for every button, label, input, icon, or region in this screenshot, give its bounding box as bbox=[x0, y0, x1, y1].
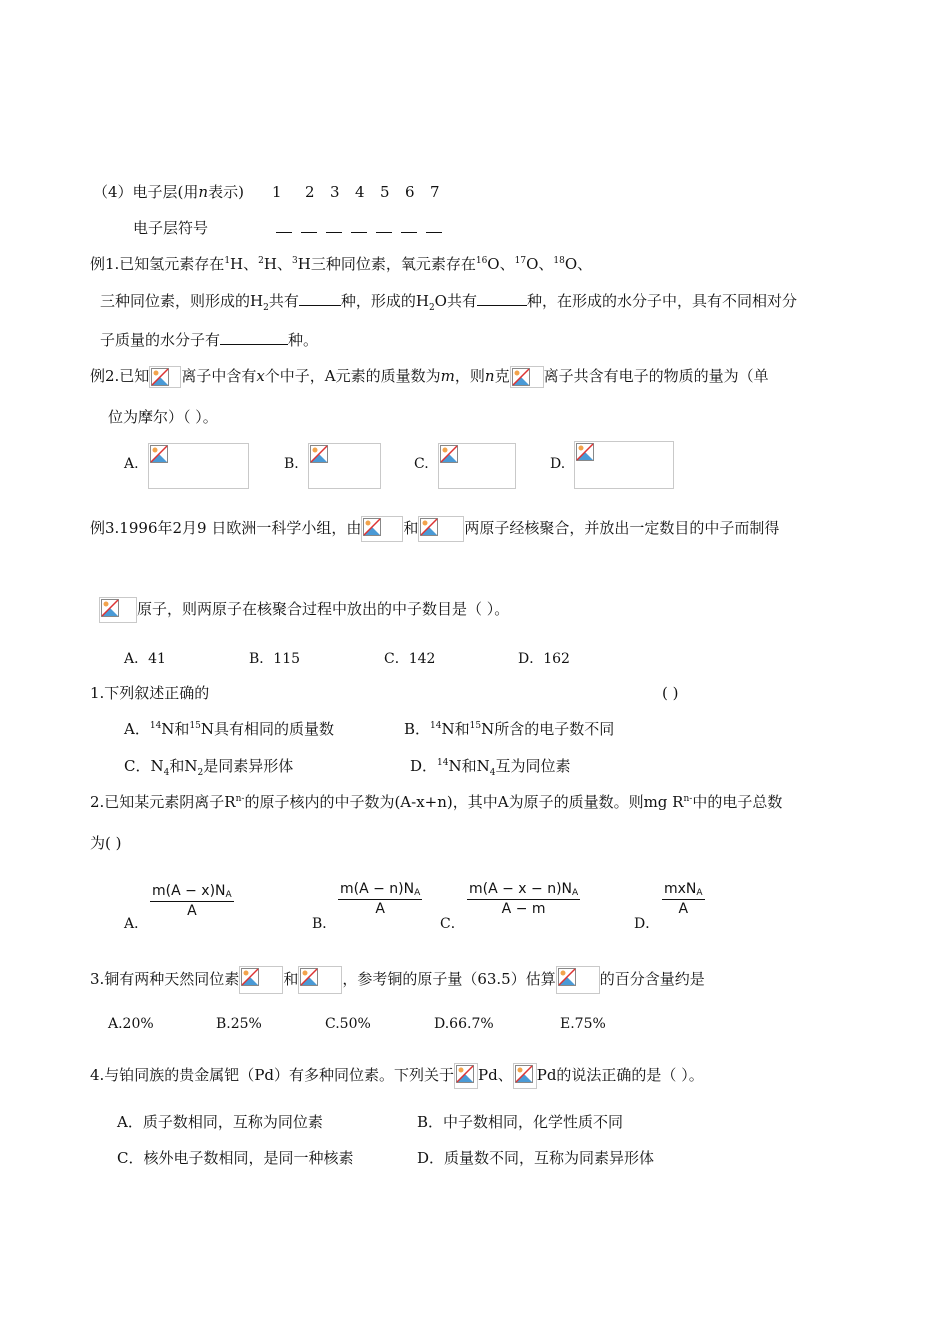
broken-image-icon bbox=[239, 966, 283, 994]
ex3-option-c[interactable]: C．142 bbox=[384, 651, 436, 667]
ex2-line1: 例2.已知 离子中含有x个中子，A元素的质量数为m，则n克 离子共含有电子的物质的量为（单 bbox=[90, 366, 769, 388]
q3-option-b[interactable]: B.25% bbox=[216, 1016, 262, 1032]
q2-option-a-fraction: $\frac{m(A - x)NA}{A}$ bbox=[152, 883, 232, 919]
q3-line: 3.铜有两种天然同位素 和 ，参考铜的原子量（63.5）估算 的百分含量约是 bbox=[90, 966, 705, 994]
q4-option-c[interactable]: C．核外电子数相同，是同一种核素 bbox=[117, 1149, 354, 1167]
answer-blank[interactable] bbox=[477, 291, 527, 306]
ex2-option-b[interactable]: B. bbox=[284, 456, 299, 472]
q2-option-d-label[interactable]: D． bbox=[634, 916, 660, 932]
ex2-option-c[interactable]: C. bbox=[414, 456, 429, 472]
q2-option-b-label[interactable]: B． bbox=[312, 916, 337, 932]
ex3-option-d[interactable]: D．162 bbox=[518, 651, 570, 667]
q2-option-c-fraction: $\frac{m(A - x - n)NA}{A - m}$ bbox=[469, 881, 579, 917]
q2-line2: 为( ) bbox=[90, 834, 122, 852]
shell-numbers: 1 2 3 4 5 6 7 bbox=[272, 183, 440, 201]
q1-option-d[interactable]: D．$^{14}$N和$N_4$互为同位素 bbox=[410, 757, 571, 778]
q3-option-d[interactable]: D.66.7% bbox=[434, 1016, 494, 1032]
broken-image-icon bbox=[308, 443, 381, 489]
q4-stem: 4.与铂同族的贵金属钯（Pd）有多种同位素。下列关于 Pd、 Pd的说法正确的是（ ）。 bbox=[90, 1063, 704, 1089]
q2-line1: 2.已知某元素阴离子$R^{n-}$的原子核内的中子数为(A-x+n)，其中A为原子的质量数。则mg $R^{n-}$中的电子总数 bbox=[90, 793, 783, 811]
q2-option-b-fraction: $\frac{m(A - n)NA}{A}$ bbox=[340, 881, 421, 917]
answer-blank[interactable] bbox=[220, 330, 288, 345]
ex3-line2: 原子，则两原子在核聚合过程中放出的中子数目是（ ）。 bbox=[99, 597, 509, 623]
broken-image-icon bbox=[361, 516, 403, 542]
broken-image-icon bbox=[149, 366, 181, 388]
broken-image-icon bbox=[513, 1063, 537, 1089]
broken-image-icon bbox=[556, 966, 600, 994]
ex3-option-a[interactable]: A．41 bbox=[124, 651, 166, 667]
ex1-line3: 子质量的水分子有 种。 bbox=[100, 331, 319, 349]
q4-option-d[interactable]: D．质量数不同，互称为同素异形体 bbox=[417, 1149, 655, 1167]
broken-image-icon bbox=[298, 966, 342, 994]
answer-blank[interactable] bbox=[299, 291, 341, 306]
broken-image-icon bbox=[148, 443, 249, 489]
q2-option-d-fraction: mxNA A bbox=[664, 881, 703, 917]
broken-image-icon bbox=[438, 443, 516, 489]
ex3-option-b[interactable]: B．115 bbox=[249, 651, 301, 667]
q1-option-a[interactable]: A．$^{14}$N和$^{15}$N具有相同的质量数 bbox=[124, 720, 335, 738]
broken-image-icon bbox=[99, 597, 137, 623]
q1-option-b[interactable]: B．$^{14}$N和$^{15}$N所含的电子数不同 bbox=[404, 720, 615, 738]
ex3-line1: 例3.1996年2月9 日欧洲一科学小组，由 和 两原子经核聚合，并放出一定数目的中子而制得 bbox=[90, 516, 779, 542]
ex2-option-a[interactable]: A. bbox=[124, 456, 139, 472]
q2-option-c-label[interactable]: C． bbox=[440, 916, 465, 932]
q1-answer-paren[interactable]: ( ) bbox=[662, 684, 679, 702]
q3-option-e[interactable]: E.75% bbox=[560, 1016, 606, 1032]
broken-image-icon bbox=[418, 516, 464, 542]
q4-option-a[interactable]: A．质子数相同，互称为同位素 bbox=[117, 1113, 323, 1131]
ex2-line2: 位为摩尔）（ ）。 bbox=[108, 408, 218, 426]
q2-option-a-label[interactable]: A． bbox=[124, 916, 149, 932]
ex1-line2: 三种同位素，则形成的$H_2$共有 种，形成的$H_2O$共有 种，在形成的水分子中，具有不同相对分 bbox=[100, 292, 797, 313]
q3-option-c[interactable]: C.50% bbox=[325, 1016, 371, 1032]
ex1-line1: 例1.已知氢元素存在$^1$H、$^2$H、$^3$H三种同位素，氧元素存在$^{16}$O、$^{17}$O、$^{18}$O、 bbox=[90, 255, 593, 273]
ex2-option-d[interactable]: D. bbox=[550, 456, 566, 472]
q1-stem: 1.下列叙述正确的 bbox=[90, 684, 210, 702]
broken-image-icon bbox=[574, 441, 674, 489]
shell-symbol-label: 电子层符号 bbox=[133, 219, 209, 237]
shell-row-numbers: （4）电子层(用n表示) bbox=[93, 183, 244, 201]
broken-image-icon bbox=[454, 1063, 478, 1089]
q3-option-a[interactable]: A.20% bbox=[108, 1016, 154, 1032]
broken-image-icon bbox=[510, 366, 544, 388]
q1-option-c[interactable]: C．$N_4$和$N_2$是同素异形体 bbox=[124, 757, 294, 778]
shell-symbol-blanks[interactable] bbox=[276, 218, 451, 238]
q4-option-b[interactable]: B．中子数相同，化学性质不同 bbox=[417, 1113, 624, 1131]
